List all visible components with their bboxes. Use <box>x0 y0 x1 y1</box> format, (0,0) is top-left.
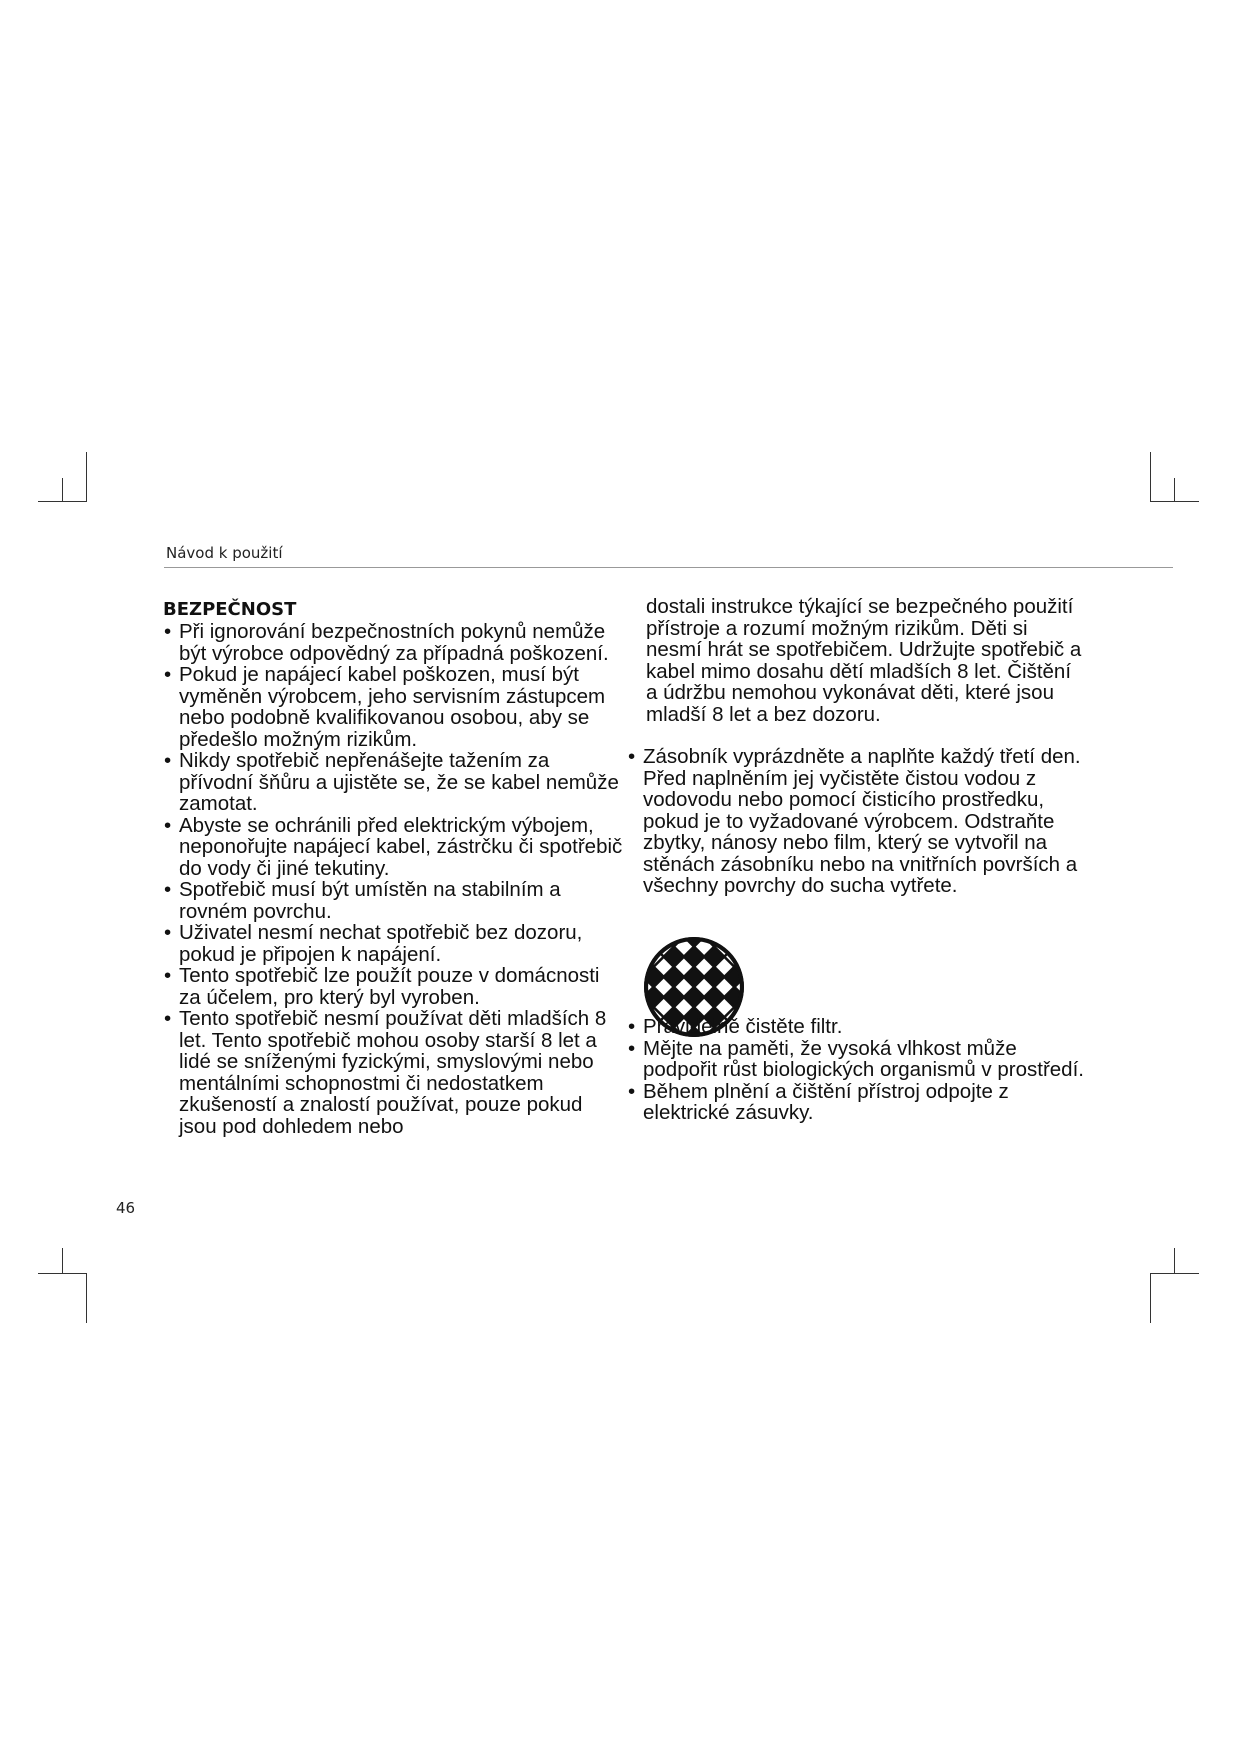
tank-list <box>627 746 1087 897</box>
safety-item: • Spotřebič musí být umístěn na stabilním a rovném povrchu. <box>163 879 623 922</box>
tank-item: • Zásobník vyprázdněte a naplňte každý třetí den. Před naplněním jej vyčistěte čistou vodou z vodovodu nebo pomocí čisticího prostředku, pokud je to vyžadované výrobcem. Odstraňte zbytky, nánosy nebo film, který se vytvořil na stěnách zásobníku nebo na vnitřních površích a všechny povrchy do sucha vytřete. <box>627 746 1087 897</box>
manual-header-label: Návod k použití <box>166 544 283 562</box>
safety-list <box>163 621 623 1137</box>
safety-item: • Pokud je napájecí kabel poškozen, musí být vyměněn výrobcem, jeho servisním zástupcem nebo podobně kvalifikovanou osobou, aby se předešlo možným rizikům. <box>163 664 623 750</box>
safety-item: • Nikdy spotřebič nepřenášejte tažením za přívodní šňůru a ujistěte se, že se kabel nemůže zamotat. <box>163 750 623 815</box>
safety-item: • Tento spotřebič lze použít pouze v domácnosti za účelem, pro který byl vyroben. <box>163 965 623 1008</box>
filter-item: • Mějte na paměti, že vysoká vlhkost může podpořit růst biologických organismů v prostředí. <box>627 1038 1087 1081</box>
safety-item: • Při ignorování bezpečnostních pokynů nemůže být výrobce odpovědný za případná poškození. <box>163 621 623 664</box>
filter-section <box>627 1016 1087 1124</box>
header-divider <box>164 567 1173 568</box>
filter-item: • Během plnění a čištění přístroj odpojte z elektrické zásuvky. <box>627 1081 1087 1124</box>
filter-list <box>627 1016 1087 1124</box>
continuation-paragraph: dostali instrukce týkající se bezpečného použití přístroje a rozumí možným rizikům. Děti si nesmí hrát se spotřebičem. Udržujte spotřebič a kabel mimo dosahu dětí mladších 8 let. Čištění a údržbu nemohou vykonávat děti, které jsou mladší 8 let a bez dozoru. <box>646 595 1082 726</box>
right-column <box>627 596 1087 897</box>
safety-item: • Abyste se ochránili před elektrickým výbojem, neponořujte napájecí kabel, zástrčku či spotřebič do vody či jiné tekutiny. <box>163 815 623 880</box>
safety-item: • Uživatel nesmí nechat spotřebič bez dozoru, pokud je připojen k napájení. <box>163 922 623 965</box>
page-number: 46 <box>116 1199 136 1217</box>
safety-item: • Tento spotřebič nesmí používat děti mladších 8 let. Tento spotřebič mohou osoby starší 8 let a lidé se sníženými fyzickými, smyslovými nebo mentálními schopnostmi či nedostatkem zkušeností a znalostí používat, pouze pokud jsou pod dohledem nebo <box>163 1008 623 1137</box>
section-title: BEZPEČNOST <box>163 599 297 620</box>
left-column <box>163 599 623 1137</box>
filter-item: • Pravidelně čistěte filtr. <box>627 1016 1087 1038</box>
